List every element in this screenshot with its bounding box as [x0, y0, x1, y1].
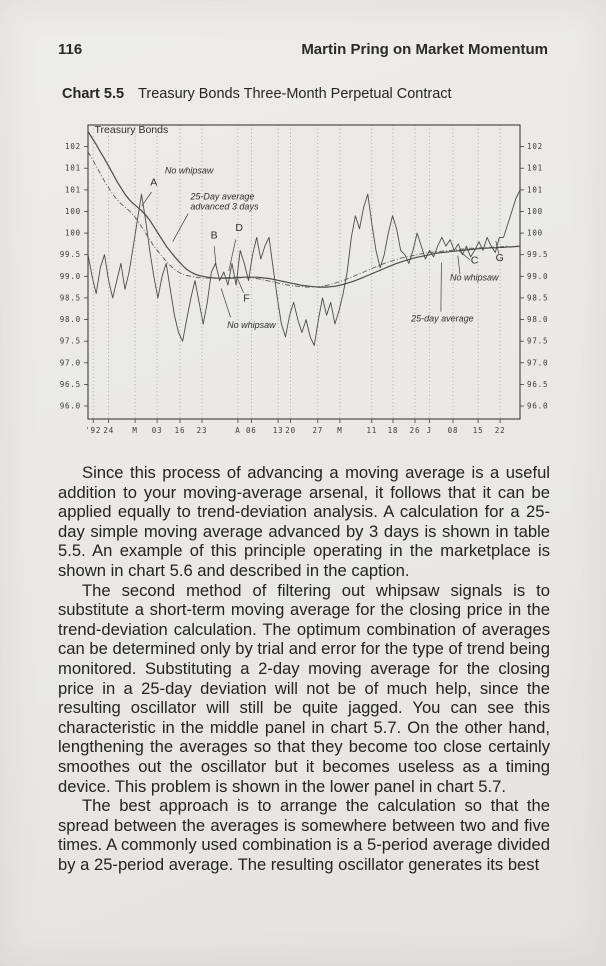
svg-text:06: 06 [245, 426, 257, 435]
svg-text:99.0: 99.0 [60, 271, 81, 281]
svg-text:16: 16 [174, 426, 186, 435]
running-head: Martin Pring on Market Momentum [301, 41, 548, 58]
advanced-ma-line [88, 152, 508, 287]
treasury-bonds-chart [60, 112, 560, 442]
body-text [58, 463, 550, 874]
svg-text:96.0: 96.0 [60, 401, 81, 411]
svg-text:98.5: 98.5 [60, 293, 81, 303]
svg-text:11: 11 [366, 426, 378, 435]
svg-text:100: 100 [65, 207, 81, 216]
svg-text:101: 101 [527, 163, 543, 173]
svg-text:15: 15 [472, 426, 484, 435]
svg-text:101: 101 [65, 163, 81, 173]
svg-text:D: D [235, 221, 243, 234]
x-axis [85, 125, 505, 435]
svg-text:102: 102 [527, 142, 543, 152]
svg-text:A: A [235, 426, 241, 435]
page-number: 116 [58, 41, 83, 58]
svg-text:08: 08 [447, 426, 459, 435]
svg-text:24: 24 [103, 426, 115, 435]
svg-text:99.0: 99.0 [527, 271, 549, 281]
svg-text:M: M [132, 426, 138, 435]
svg-text:13: 13 [272, 426, 284, 435]
svg-text:96.5: 96.5 [60, 379, 81, 389]
svg-text:G: G [495, 252, 504, 265]
svg-text:J: J [426, 426, 432, 435]
svg-text:No whipsaw: No whipsaw [164, 165, 214, 176]
figure-label: Chart 5.5 [62, 86, 125, 102]
svg-text:97.5: 97.5 [527, 336, 549, 346]
ma-line [88, 132, 520, 288]
svg-text:100: 100 [527, 207, 543, 216]
annotations [95, 124, 504, 330]
svg-text:27: 27 [312, 426, 324, 435]
svg-text:'92: '92 [85, 426, 102, 435]
svg-text:B: B [210, 229, 218, 242]
svg-text:97.0: 97.0 [60, 358, 81, 368]
page-header [58, 41, 548, 58]
svg-text:99.5: 99.5 [527, 250, 549, 260]
svg-text:102: 102 [65, 142, 81, 152]
svg-text:101: 101 [65, 185, 81, 195]
svg-text:100: 100 [527, 228, 543, 238]
svg-text:18: 18 [387, 426, 399, 435]
svg-text:25-day average: 25-day average [411, 313, 474, 324]
svg-text:M: M [337, 426, 343, 435]
svg-text:96.5: 96.5 [527, 379, 549, 389]
svg-text:98.0: 98.0 [60, 315, 81, 325]
svg-text:23: 23 [196, 426, 208, 435]
svg-text:26: 26 [409, 426, 421, 435]
svg-text:97.5: 97.5 [60, 336, 81, 346]
figure-caption [62, 86, 452, 102]
svg-text:No whipsaw: No whipsaw [450, 272, 499, 283]
svg-text:101: 101 [527, 185, 543, 195]
svg-text:03: 03 [151, 426, 163, 435]
svg-text:22: 22 [494, 426, 506, 435]
svg-text:97.0: 97.0 [527, 358, 549, 368]
figure-title: Treasury Bonds Three-Month Perpetual Contract [138, 86, 452, 102]
chart-figure [60, 112, 560, 442]
svg-text:F: F [243, 292, 250, 305]
svg-text:No whipsaw: No whipsaw [227, 320, 276, 331]
svg-text:96.0: 96.0 [527, 401, 549, 411]
paragraph: The best approach is to arrange the calculation so that the spread between the averages is somewhere between two and five times. A commonly used combination is a 5-period average divided by a 25-period average. The resulting oscillator generates its best [58, 796, 550, 874]
svg-text:99.5: 99.5 [60, 250, 81, 260]
svg-text:Treasury Bonds: Treasury Bonds [94, 123, 169, 136]
svg-text:98.5: 98.5 [527, 293, 549, 303]
paragraph: The second method of filtering out whipsaw signals is to substitute a short-term moving average for the closing price in the trend-deviation calculation. The optimum combination of averages can be determined only by trial and error for the type of trend being monitored. Substituting a 2-day moving average for the closing price in a 25-day deviation will not be of much help, since the resulting oscillator will still be quite jagged. You can see this characteristic in the middle panel in chart 5.7. On the other hand, lengthening the averages so that they become too close certainly smoothes out the oscillator but it becomes useless as a timing device. This problem is shown in the lower panel in chart 5.7. [58, 580, 550, 796]
svg-text:A: A [150, 176, 158, 189]
svg-text:C: C [470, 254, 479, 267]
svg-text:100: 100 [65, 228, 81, 238]
paragraph: Since this process of advancing a moving average is a useful addition to your moving-average arsenal, it follows that it can be applied equally to trend-deviation analysis. A calculation for a 25-day simple moving average advanced by 3 days is shown in table 5.5. An example of this principle operating in the marketplace is shown in chart 5.6 and described in the caption. [58, 463, 550, 580]
svg-text:20: 20 [285, 426, 296, 435]
svg-text:25-Day averageadvanced 3 days: 25-Day average advanced 3 days [190, 191, 259, 212]
svg-text:98.0: 98.0 [527, 315, 549, 325]
